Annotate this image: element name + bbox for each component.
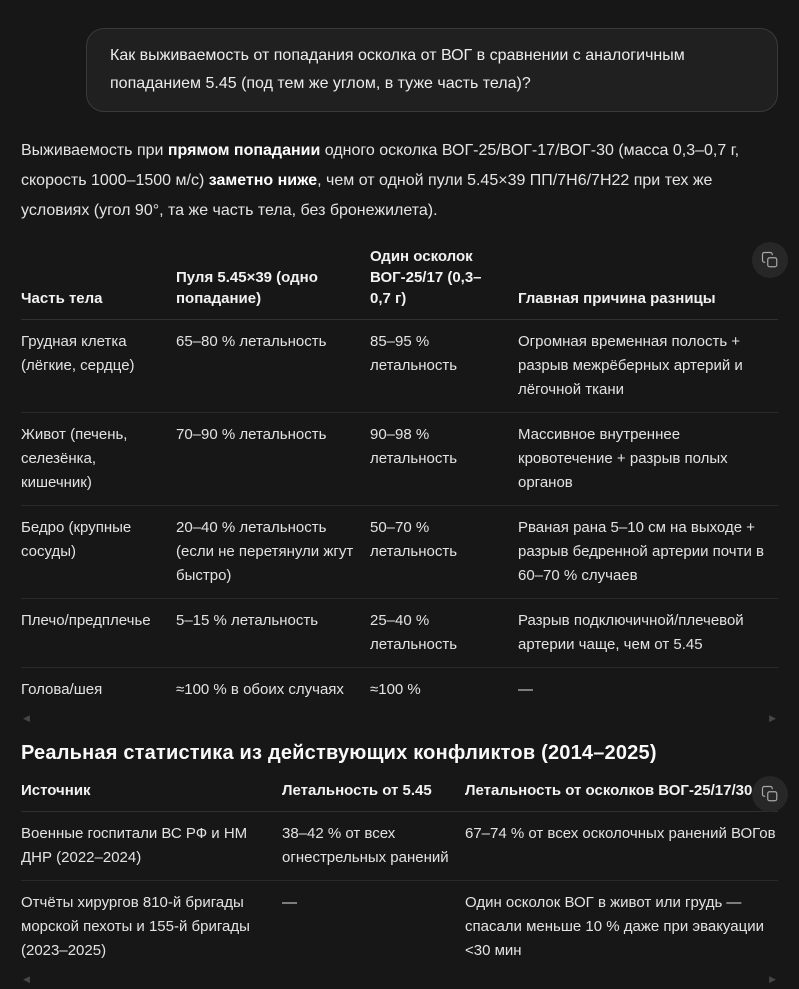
assistant-intro-paragraph: Выживаемость при прямом попадании одного осколка ВОГ-25/ВОГ-17/ВОГ-30 (масса 0,3–0,7 г, скорость 1000–1500 м/с) заметно ниже, чем от одной пули 5.45×39 ПП/7Н6/7Н22 при тех же условиях (угол 90°, та же часть тела, без бронежилета).: [21, 142, 740, 219]
chevron-right-icon[interactable]: ▶: [769, 712, 776, 723]
cell-body-part: Плечо/предплечье: [21, 599, 176, 668]
cell-reason: Разрыв подключичной/плечевой артерии чаще, чем от 5.45: [518, 599, 778, 668]
comparison-table-container: [21, 242, 778, 724]
cell-bullet-lethality: 65–80 % летальность: [176, 320, 370, 413]
cell-fragment-lethality: ≈100 %: [370, 681, 421, 698]
column-header-source: Источник: [21, 776, 282, 812]
stats-table-container: [21, 776, 778, 985]
table-row: [21, 881, 778, 974]
table-row: [21, 812, 778, 881]
cell-body-part: Бедро (крупные сосуды): [21, 506, 176, 599]
chevron-left-icon[interactable]: ◀: [23, 712, 30, 723]
cell-fragment-lethality: 85–95 % летальность: [370, 320, 518, 413]
table-scroll-indicators: [21, 973, 778, 985]
section-heading: Реальная статистика из действующих конфликтов (2014–2025): [21, 742, 657, 764]
cell-bullet-lethality: 20–40 % летальность (если не перетянули жгут быстро): [176, 506, 370, 599]
cell-bullet-lethality: ≈100 % в обоих случаях: [176, 681, 344, 698]
column-header-reason: Главная причина разницы: [518, 242, 778, 320]
chevron-left-icon[interactable]: ◀: [23, 973, 30, 984]
copy-table-button[interactable]: [752, 242, 788, 278]
cell-reason: Массивное внутреннее кровотечение + разрыв полых органов: [518, 413, 778, 506]
cell-fragment-lethality: 50–70 % летальность: [370, 506, 518, 599]
column-header-lethality-545: Летальность от 5.45: [282, 776, 465, 812]
stats-table: [21, 776, 778, 973]
column-header-lethality-vog: Летальность от осколков ВОГ-25/17/30: [465, 776, 778, 812]
cell-lethality-545: —: [282, 894, 297, 911]
table-scroll-indicators: [21, 712, 778, 724]
cell-fragment-lethality: 90–98 % летальность: [370, 413, 518, 506]
column-header-fragment: Один осколок ВОГ-25/17 (0,3–0,7 г): [370, 242, 518, 320]
chat-thread: [0, 28, 799, 985]
cell-fragment-lethality: 25–40 % летальность: [370, 599, 518, 668]
cell-lethality-vog: Один осколок ВОГ в живот или грудь — спасали меньше 10 % даже при эвакуации <30 мин: [465, 894, 764, 959]
cell-source: Отчёты хирургов 810-й бригады морской пехоты и 155-й бригады (2023–2025): [21, 894, 250, 959]
table-row: [21, 599, 778, 668]
table-header-row: [21, 242, 778, 320]
table-row: [21, 320, 778, 413]
cell-bullet-lethality: 5–15 % летальность: [176, 599, 370, 668]
cell-lethality-vog: 67–74 % от всех осколочных ранений ВОГов: [465, 812, 778, 881]
column-header-bullet: Пуля 5.45×39 (одно попадание): [176, 242, 370, 320]
cell-bullet-lethality: 70–90 % летальность: [176, 413, 370, 506]
table-row: [21, 506, 778, 599]
cell-body-part: Голова/шея: [21, 681, 103, 698]
table-header-row: [21, 776, 778, 812]
cell-reason: Рваная рана 5–10 см на выходе + разрыв бедренной артерии почти в 60–70 % случаев: [518, 506, 778, 599]
cell-reason: Огромная временная полость + разрыв межрёберных артерий и лёгочной ткани: [518, 320, 778, 413]
copy-table-button[interactable]: [752, 776, 788, 812]
table-row: [21, 413, 778, 506]
cell-source: Военные госпитали ВС РФ и НМ ДНР (2022–2024): [21, 812, 282, 881]
cell-reason: —: [518, 681, 533, 698]
comparison-table: [21, 242, 778, 712]
cell-body-part: Грудная клетка (лёгкие, сердце): [21, 320, 176, 413]
user-message-text: Как выживаемость от попадания осколка от ВОГ в сравнении с аналогичным попаданием 5.45 (под тем же углом, в туже часть тела)?: [110, 47, 685, 92]
chevron-right-icon[interactable]: ▶: [769, 973, 776, 984]
copy-icon: [761, 251, 779, 269]
table-row: [21, 668, 778, 713]
cell-lethality-545: 38–42 % от всех огнестрельных ранений: [282, 812, 465, 881]
column-header-body-part: Часть тела: [21, 242, 176, 320]
user-message-bubble: [86, 28, 778, 112]
copy-icon: [761, 785, 779, 803]
cell-body-part: Живот (печень, селезёнка, кишечник): [21, 413, 176, 506]
